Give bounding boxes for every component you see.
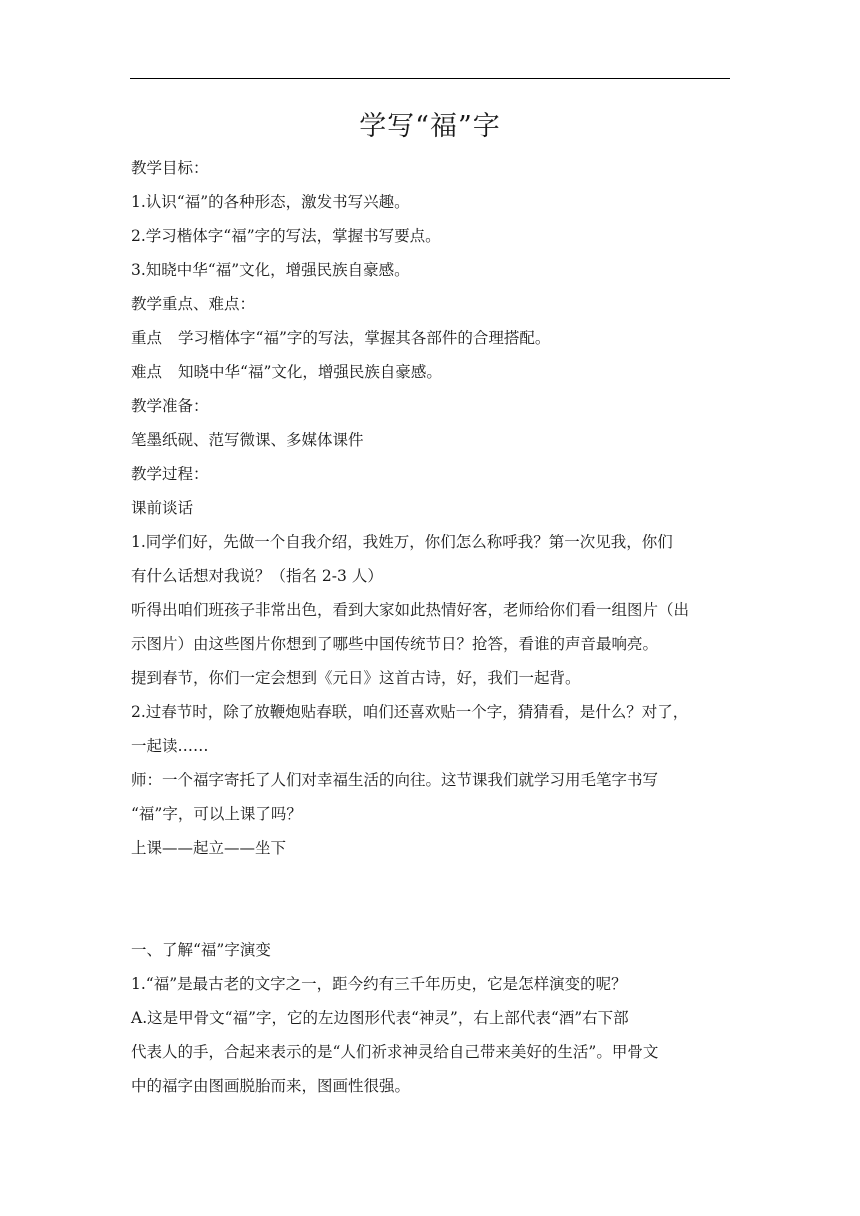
section-heading: 一、了解“福”字演变 [131, 941, 271, 959]
paragraph-line: 提到春节，你们一定会想到《元日》这首古诗，好，我们一起背。 [131, 669, 581, 687]
paragraph-line: 1.同学们好，先做一个自我介绍，我姓万，你们怎么称呼我？第一次见我，你们 [131, 533, 673, 551]
goal-item: 3.知晓中华“福”文化，增强民族自豪感。 [131, 261, 410, 279]
document-body [131, 151, 731, 1103]
process-heading: 教学过程： [131, 465, 209, 483]
paragraph-line: 上课——起立——坐下 [131, 839, 287, 857]
difficulty-label: 难点 [131, 363, 163, 381]
paragraph-line: 师：一个福字寄托了人们对幸福生活的向往。这节课我们就学习用毛笔字书写 [131, 771, 659, 789]
difficulty-text: 知晓中华“福”文化，增强民族自豪感。 [178, 363, 442, 381]
paragraph-line: 中的福字由图画脱胎而来，图画性很强。 [131, 1077, 411, 1095]
paragraph-line: 有什么话想对我说？（指名 2-3 人） [131, 567, 383, 585]
prep-text: 笔墨纸砚、范写微课、多媒体课件 [131, 431, 364, 449]
prep-heading: 教学准备： [131, 397, 209, 415]
paragraph-line: 示图片）由这些图片你想到了哪些中国传统节日？抢答，看谁的声音最响亮。 [131, 635, 659, 653]
paragraph-line: 代表人的手，合起来表示的是“人们祈求神灵给自己带来美好的生活”。甲骨文 [131, 1043, 659, 1061]
key-point [131, 321, 731, 355]
document-title: 学写“福”字 [359, 111, 501, 142]
header-rule [130, 78, 730, 79]
preclass-heading: 课前谈话 [131, 499, 194, 517]
difficulty-point [131, 355, 731, 389]
paragraph-line: A.这是甲骨文“福”字，它的左边图形代表“神灵”，右上部代表“酒”右下部 [131, 1009, 629, 1027]
goals-heading: 教学目标： [131, 159, 209, 177]
key-label: 重点 [131, 329, 163, 347]
key-text: 学习楷体字“福”字的写法，掌握其各部件的合理搭配。 [178, 329, 551, 347]
blank-space [131, 865, 731, 933]
paragraph-line: 2.过春节时，除了放鞭炮贴春联，咱们还喜欢贴一个字，猜猜看，是什么？对了， [131, 703, 689, 721]
paragraph-line: 一起读…… [131, 737, 209, 755]
goal-item: 2.学习楷体字“福”字的写法，掌握书写要点。 [131, 227, 441, 245]
paragraph-line: “福”字，可以上课了吗？ [131, 805, 302, 823]
keypoints-heading: 教学重点、难点： [131, 295, 256, 313]
paragraph-line: 听得出咱们班孩子非常出色，看到大家如此热情好客，老师给你们看一组图片（出 [131, 601, 690, 619]
section-question: 1.“福”是最古老的文字之一，距今约有三千年历史，它是怎样演变的呢？ [131, 975, 627, 993]
goal-item: 1.认识“福”的各种形态，激发书写兴趣。 [131, 193, 410, 211]
